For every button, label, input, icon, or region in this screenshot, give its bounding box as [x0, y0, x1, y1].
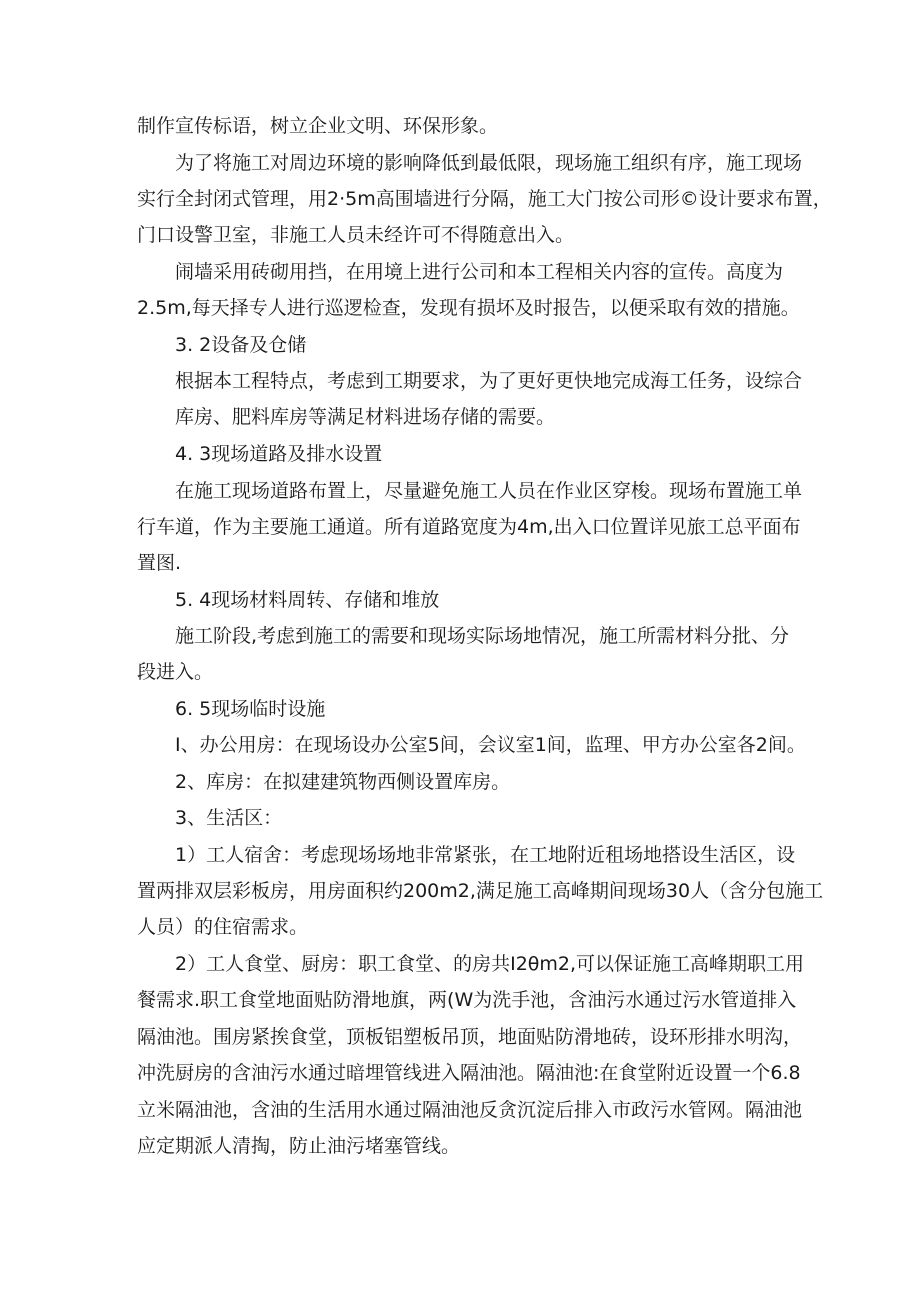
text-line: 3、生活区：	[175, 807, 283, 829]
text-line: 2、库房：在拟建建筑物西侧设置库房。	[175, 771, 511, 793]
text-line: 冲洗厨房的含油污水通过暗埋管线进入隔油池。隔油池:在食堂附近设置一个6.8	[137, 1062, 801, 1084]
text-line: I、办公用房：在现场设办公室5间，会议室1间，监理、甲方办公室各2间。	[175, 734, 806, 756]
section-heading: 3. 2设备及仓储	[175, 334, 307, 356]
text-line: 立米隔油池，含油的生活用水通过隔油池反贪沉淀后排入市政污水管网。隔油池	[137, 1099, 803, 1121]
text-line: 在施工现场道路布置上，尽量避免施工人员在作业区穿梭。现场布置施工单	[175, 480, 803, 502]
section-heading: 5. 4现场材料周转、存储和堆放	[175, 589, 440, 611]
text-line: 置图.	[137, 552, 182, 574]
text-line: 行车道，作为主要施工通道。所有道路宽度为4m,出入口位置详见旅工总平面布	[137, 516, 801, 538]
text-line: 库房、肥料库房等满足材料进场存储的需要。	[175, 406, 556, 428]
text-line: 人员）的住宿需求。	[137, 916, 309, 938]
text-line: 门口设警卫室，非施工人员未经许可不得随意出入。	[137, 224, 575, 246]
text-line: 应定期派人清掏，防止油污堵塞管线。	[137, 1135, 461, 1157]
text-line: 为了将施工对周边环境的影响降低到最低限，现场施工组织有序，施工现场	[175, 152, 803, 174]
text-line: 1）工人宿舍：考虑现场场地非常紧张，在工地附近租场地搭设生活区，设	[175, 844, 796, 866]
text-line: 餐需求.职工食堂地面贴防滑地旗，两(W为洗手池，含油污水通过污水管道排入	[137, 989, 797, 1011]
text-line: 2）工人食堂、厨房：职工食堂、的房共I2θm2,可以保证施工高峰期职工用	[175, 953, 805, 975]
text-line: 施工阶段,考虑到施工的需要和现场实际场地情况，施工所需材料分批、分	[175, 625, 790, 647]
text-line: 置两排双层彩板房，用房面积约200m2,满足施工高峰期间现场30人（含分包施工	[137, 880, 824, 902]
text-line: 闹墙采用砖砌用挡，在用境上进行公司和本工程相关内容的宣传。高度为	[175, 261, 784, 283]
section-heading: 6. 5现场临时设施	[175, 698, 326, 720]
section-heading: 4. 3现场道路及排水设置	[175, 443, 383, 465]
text-line: 2.5m,每天择专人进行巡逻检查，发现有损坏及时报告，以便采取有效的措施。	[137, 297, 800, 319]
text-line: 段进入。	[137, 661, 214, 683]
text-line: 隔油池。围房紧挨食堂，顶板铝塑板吊顶，地面贴防滑地砖，设环形排水明沟，	[137, 1026, 803, 1048]
text-line: 制作宣传标语，树立企业文明、环保形象。	[137, 115, 499, 137]
text-line: 根据本工程特点，考虑到工期要求，为了更好更快地完成海工任务，设综合	[175, 370, 803, 392]
text-line: 实行全封闭式管理，用2·5m高围墙进行分隔，施工大门按公司形©设计要求布置，	[137, 188, 832, 210]
